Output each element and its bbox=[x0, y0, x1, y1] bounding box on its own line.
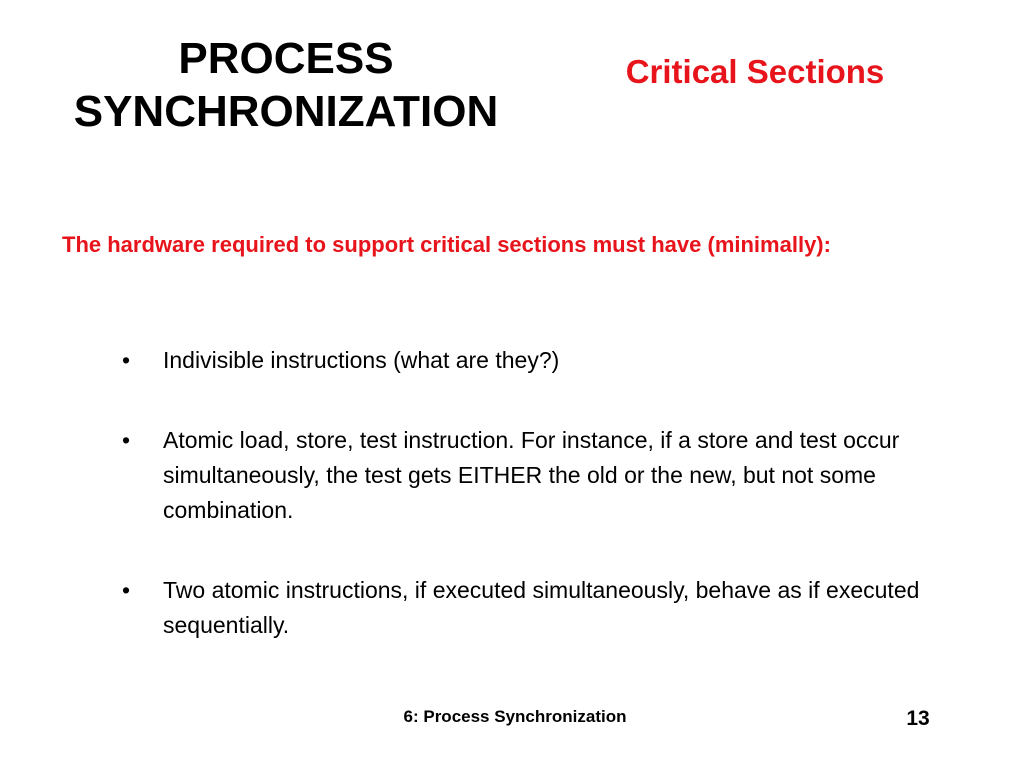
slide-title-line-1: PROCESS bbox=[178, 34, 394, 83]
bullet-text: Atomic load, store, test instruction. For instance, if a store and test occur simultaneously, the test gets EITHER the old or the new, but not some combination. bbox=[163, 427, 900, 523]
bullet-icon: • bbox=[122, 347, 131, 373]
bullet-icon: • bbox=[122, 577, 131, 603]
bullet-item-atomic-load bbox=[122, 423, 1002, 528]
bullet-text: Two atomic instructions, if executed simultaneously, behave as if executed sequentially. bbox=[163, 577, 920, 638]
slide-title-line-2: SYNCHRONIZATION bbox=[73, 87, 499, 136]
bullet-item-indivisible bbox=[122, 343, 1002, 378]
section-title: Critical Sections bbox=[625, 53, 885, 90]
intro-text: The hardware required to support critical sections must have (minimally): bbox=[62, 232, 831, 257]
slide-title bbox=[0, 32, 572, 138]
footer-title: 6: Process Synchronization bbox=[403, 707, 627, 726]
bullet-icon: • bbox=[122, 427, 131, 453]
bullet-item-two-atomic bbox=[122, 573, 1002, 643]
bullet-list bbox=[122, 343, 1002, 643]
page-number: 13 bbox=[906, 707, 930, 730]
bullet-text: Indivisible instructions (what are they?) bbox=[163, 347, 560, 373]
